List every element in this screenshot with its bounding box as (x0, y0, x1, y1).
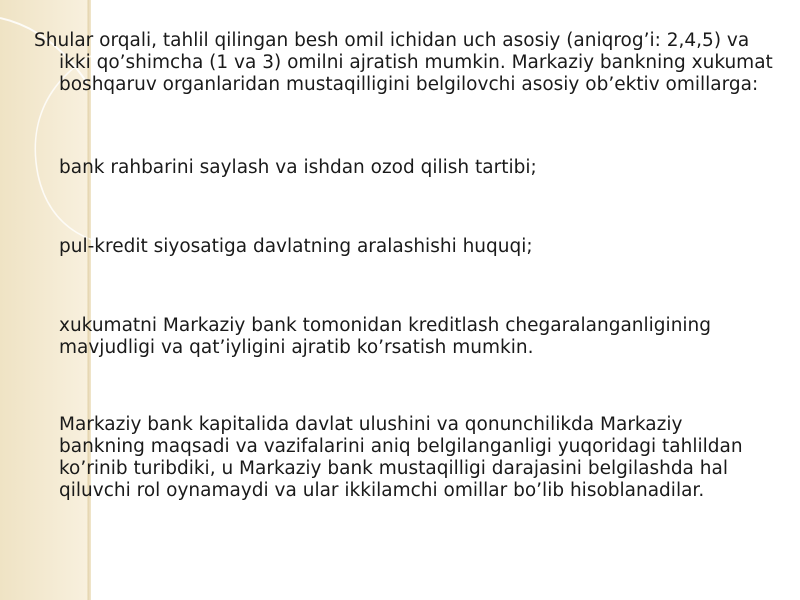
list-item-1: bank rahbarini saylash va ishdan ozod qilish tartibi; (59, 157, 537, 178)
list-item-4: Markaziy bank kapitalida davlat ulushini va qonunchilikda Markaziy bankning maqsadi va vazifalarini aniq belgilanganligi yuqoridagi tahlildan ko’rinib turibdiki, u Markaziy bank mustaqilligi darajasini belgilashda hal qiluvchi rol oynamaydi va ular ikkilamchi omillar bo’lib hisoblanadilar. (59, 414, 743, 501)
slide-body (34, 30, 774, 502)
list-item-3: xukumatni Markaziy bank tomonidan kreditlash chegaralanganligining mavjudligi va qat’iyligini ajratib ko’rsatish mumkin. (59, 315, 712, 358)
intro-paragraph: Shular orqali, tahlil qilingan besh omil ichidan uch asosiy (aniqrog’i: 2,4,5) va ikki qo’shimcha (1 va 3) omilni ajratish mumkin. Markaziy bankning xukumat boshqaruv organlaridan mustaqilligini belgilovchi asosiy ob’ektiv omillarga: (34, 30, 773, 95)
list-item-2: pul-kredit siyosatiga davlatning aralashishi huquqi; (59, 236, 533, 257)
